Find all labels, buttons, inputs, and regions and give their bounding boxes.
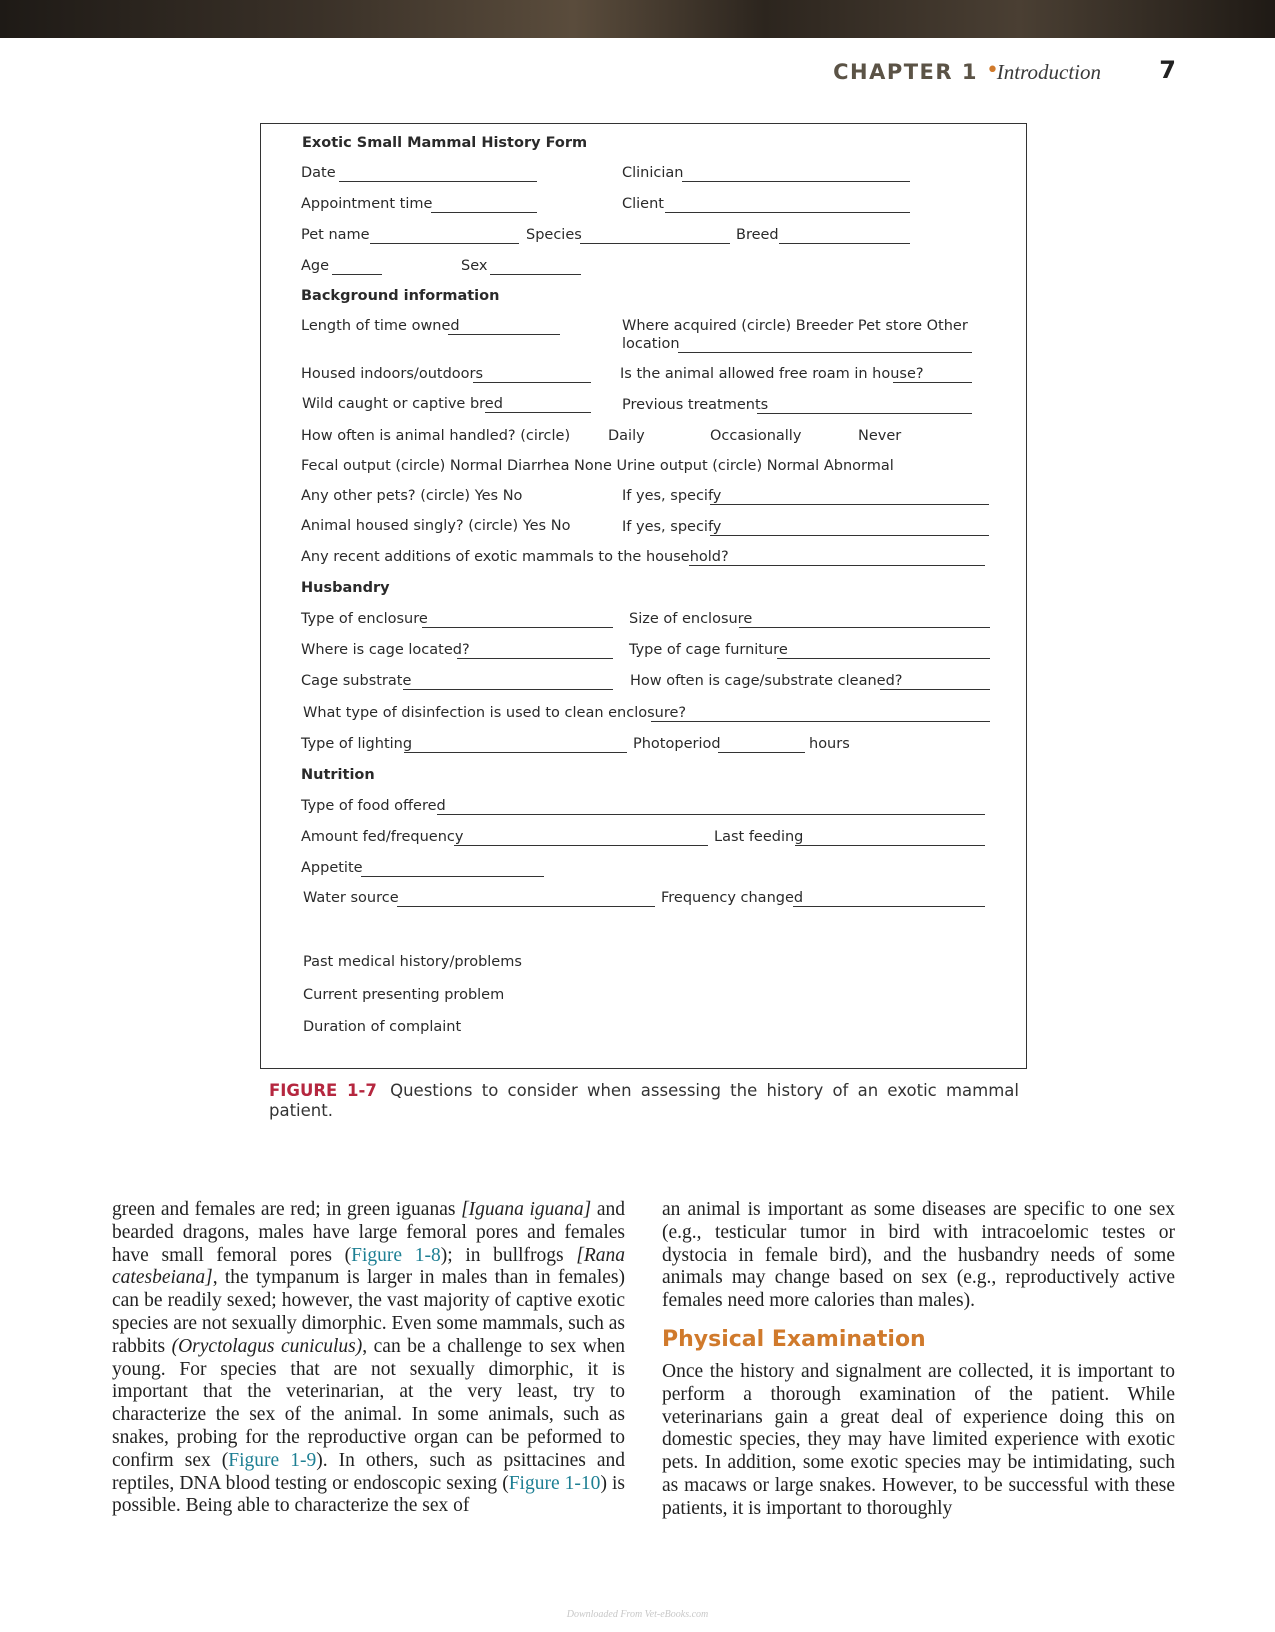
last-feeding-label: Last feeding — [714, 829, 804, 845]
if-yes-specify-label-2: If yes, specify — [622, 519, 722, 535]
water-source-line — [397, 906, 655, 907]
if-yes-specify-line-2 — [710, 535, 989, 536]
cage-furniture-label: Type of cage furniture — [629, 642, 788, 658]
location-line — [678, 352, 972, 353]
handled-question-label: How often is animal handled? (circle) — [301, 428, 571, 444]
history-form-figure — [260, 123, 1027, 1069]
recent-additions-line — [689, 565, 985, 566]
figure-1-8-link[interactable]: Figure 1-8 — [351, 1244, 441, 1266]
cage-cleaned-label: How often is cage/substrate cleaned? — [630, 673, 903, 689]
nutrition-heading: Nutrition — [301, 767, 375, 783]
form-title: Exotic Small Mammal History Form — [302, 135, 588, 151]
wild-caught-line — [485, 412, 591, 413]
frequency-changed-label: Frequency changed — [661, 890, 804, 906]
species-line — [580, 243, 730, 244]
cage-substrate-label: Cage substrate — [301, 673, 412, 689]
lighting-line — [404, 752, 627, 753]
appetite-line — [361, 876, 544, 877]
size-enclosure-line — [739, 627, 990, 628]
length-owned-line — [448, 334, 560, 335]
housed-indoors-line — [473, 382, 591, 383]
running-head — [0, 56, 1275, 86]
figure-caption — [269, 1081, 1019, 1121]
date-line — [339, 181, 537, 182]
text-run: , the tympanum is larger in males than in females) can be readily sexed; however, the vast majority of captive exotic species are not sexually dimorphic. Even some mammals, such as rabbits — [112, 1267, 625, 1357]
text-run: and bearded dragons, males have large femoral pores and females have small femoral pores ( — [112, 1199, 626, 1266]
right-paragraph-1: an animal is important as some diseases are specific to one sex (e.g., testicular tumor in bird with intracoelomic testes or dystocia in female bird), and the husbandry needs of some animals may change based on sex (e.g., reproductively active females need more calories than males). — [662, 1199, 1175, 1312]
duration-label: Duration of complaint — [303, 1019, 462, 1035]
if-yes-specify-label-1: If yes, specify — [622, 488, 722, 504]
wild-caught-label: Wild caught or captive bred — [302, 396, 503, 412]
cage-cleaned-line — [880, 689, 990, 690]
clinician-label: Clinician — [622, 165, 684, 181]
left-paragraph — [112, 1199, 625, 1518]
body-column-right — [662, 1199, 1175, 1521]
if-yes-specify-line-1 — [710, 504, 989, 505]
text-run: ); in bullfrogs — [440, 1244, 577, 1266]
handled-never-option: Never — [858, 428, 902, 444]
figure-1-9-link[interactable]: Figure 1-9 — [228, 1449, 317, 1471]
section-title: Introduction — [996, 60, 1101, 84]
cage-located-label: Where is cage located? — [301, 642, 470, 658]
clinician-line — [682, 181, 910, 182]
client-label: Client — [622, 196, 664, 212]
location-label: location — [622, 336, 680, 352]
free-roam-label: Is the animal allowed free roam in house? — [620, 366, 924, 382]
water-source-label: Water source — [303, 890, 399, 906]
disinfection-line — [651, 721, 990, 722]
frequency-changed-line — [793, 906, 985, 907]
appetite-label: Appetite — [301, 860, 363, 876]
age-line — [332, 274, 382, 275]
previous-treatments-label: Previous treatments — [622, 397, 769, 413]
lighting-label: Type of lighting — [301, 736, 413, 752]
photoperiod-label: Photoperiod — [633, 736, 721, 752]
species-name: [Rana catesbeiana] — [112, 1244, 626, 1289]
text-run: ) is possible. Being able to characterize the sex of — [112, 1472, 626, 1517]
disinfection-label: What type of disinfection is used to clean enclosure? — [303, 705, 687, 721]
food-offered-line — [437, 814, 985, 815]
type-enclosure-label: Type of enclosure — [301, 611, 428, 627]
free-roam-line — [893, 382, 972, 383]
sex-line — [490, 274, 581, 275]
download-watermark: Downloaded From Vet-eBooks.com — [566, 1609, 709, 1620]
figure-caption-text: Questions to consider when assessing the history of an exotic mammal patient. — [269, 1081, 1019, 1120]
past-history-label: Past medical history/problems — [303, 954, 522, 970]
bullet-separator: • — [986, 58, 999, 83]
appointment-time-line — [431, 212, 537, 213]
photoperiod-line — [718, 752, 805, 753]
background-heading: Background information — [301, 288, 500, 304]
handled-daily-option: Daily — [608, 428, 645, 444]
age-label: Age — [301, 258, 330, 274]
text-run: , can be a challenge to sex when young. For species that are not sexually dimorphic, it is important that the veterinarian, at the very least, try to characterize the sex of the animal. In some animals, such as snakes, probing for the reproductive organ can be peformed to confirm sex ( — [112, 1335, 625, 1471]
figure-1-10-link[interactable]: Figure 1-10 — [508, 1472, 601, 1494]
chapter-label: CHAPTER 1 — [833, 60, 978, 84]
recent-additions-label: Any recent additions of exotic mammals to the household? — [301, 549, 729, 565]
type-enclosure-line — [422, 627, 613, 628]
other-pets-label: Any other pets? (circle) Yes No — [301, 488, 523, 504]
appointment-time-label: Appointment time — [301, 196, 433, 212]
sex-label: Sex — [461, 258, 488, 274]
housed-indoors-label: Housed indoors/outdoors — [301, 366, 484, 382]
page-number: 7 — [1159, 56, 1176, 84]
housed-singly-label: Animal housed singly? (circle) Yes No — [301, 518, 571, 534]
text-run: ). In others, such as psittacines and reptiles, DNA blood testing or endoscopic sexing ( — [112, 1449, 625, 1494]
section-heading-physical-examination: Physical Examination — [662, 1326, 926, 1352]
hours-label: hours — [809, 736, 850, 752]
species-name: [Iguana iguana] — [461, 1199, 592, 1220]
fecal-urine-output-label: Fecal output (circle) Normal Diarrhea None Urine output (circle) Normal Abnormal — [301, 458, 894, 474]
pet-name-label: Pet name — [301, 227, 370, 243]
cage-located-line — [457, 658, 613, 659]
text-run: green and females are red; in green iguanas — [112, 1199, 462, 1220]
size-enclosure-label: Size of enclosure — [629, 611, 753, 627]
figure-label: FIGURE 1-7 — [269, 1081, 377, 1100]
current-problem-label: Current presenting problem — [303, 987, 505, 1003]
breed-line — [779, 243, 910, 244]
cage-furniture-line — [777, 658, 990, 659]
breed-label: Breed — [736, 227, 779, 243]
last-feeding-line — [795, 845, 985, 846]
species-name: (Oryctolagus cuniculus) — [171, 1335, 363, 1357]
header-banner-image — [0, 0, 1275, 38]
where-acquired-label: Where acquired (circle) Breeder Pet store Other — [622, 318, 968, 334]
handled-occasionally-option: Occasionally — [710, 428, 802, 444]
client-line — [665, 212, 910, 213]
cage-substrate-line — [403, 689, 613, 690]
body-column-left — [112, 1199, 625, 1518]
food-offered-label: Type of food offered — [301, 798, 446, 814]
pet-name-line — [370, 243, 519, 244]
previous-treatments-line — [757, 413, 972, 414]
husbandry-heading: Husbandry — [301, 580, 390, 596]
amount-fed-label: Amount fed/frequency — [301, 829, 464, 845]
species-label: Species — [526, 227, 582, 243]
amount-fed-line — [454, 845, 708, 846]
date-label: Date — [301, 165, 336, 181]
right-paragraph-2: Once the history and signalment are collected, it is important to perform a thorough examination of the patient. While veterinarians gain a great deal of experience doing this on domestic species, they may have limited experience with exotic pets. In addition, some exotic species may be intimidating, such as macaws or large snakes. However, to be successful with these patients, it is important to thoroughly — [662, 1360, 1175, 1519]
length-owned-label: Length of time owned — [301, 318, 460, 334]
